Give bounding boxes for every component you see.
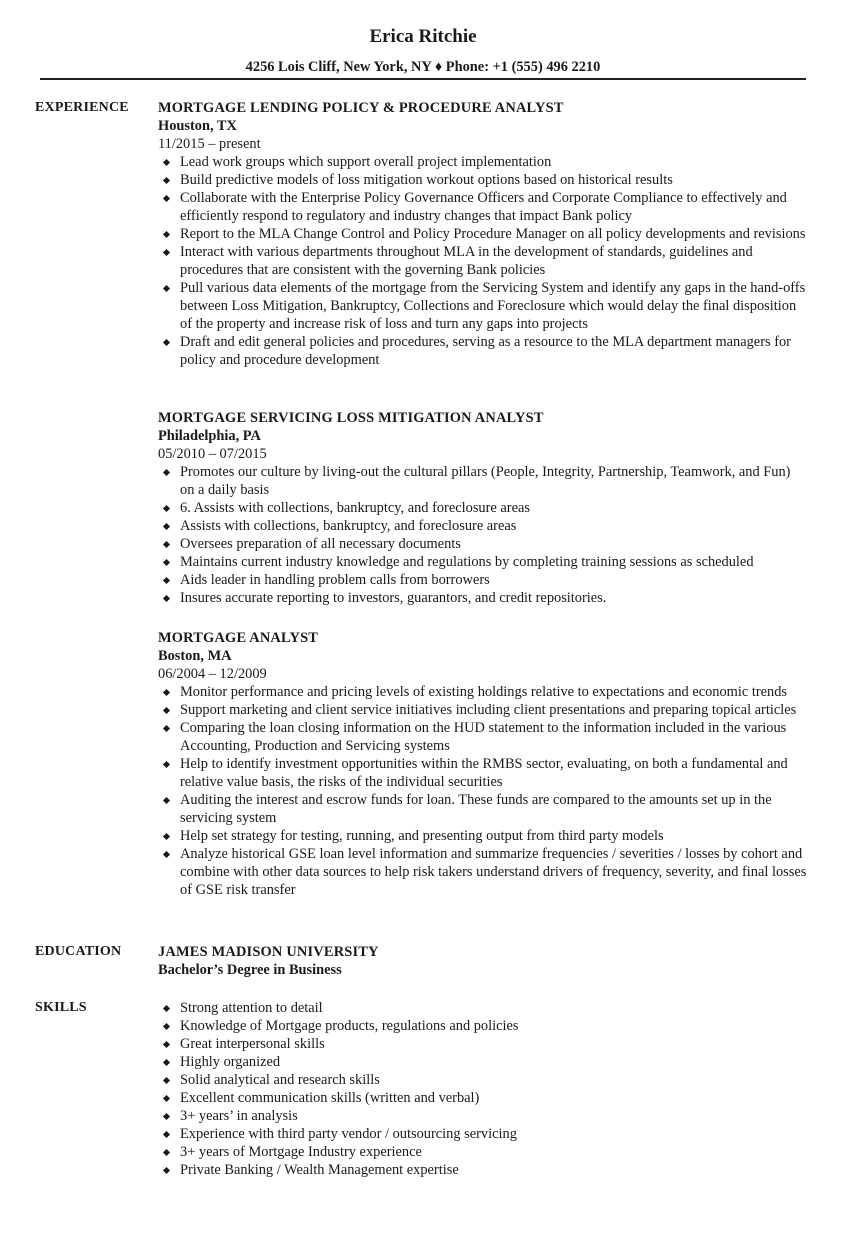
list-item: Maintains current industry knowledge and regulations by completing training sessions as scheduled: [158, 553, 808, 571]
job-bullets: [158, 153, 808, 369]
job-title: MORTGAGE SERVICING LOSS MITIGATION ANALYST: [158, 410, 544, 426]
job-location: Philadelphia, PA: [158, 428, 261, 444]
list-item: Help set strategy for testing, running, and presenting output from third party models: [158, 827, 808, 845]
list-item: Aids leader in handling problem calls from borrowers: [158, 571, 808, 589]
section-label-skills: SKILLS: [35, 1000, 87, 1015]
list-item: 3+ years’ in analysis: [158, 1107, 808, 1125]
skills-list: [158, 999, 808, 1179]
list-item: 6. Assists with collections, bankruptcy, and foreclosure areas: [158, 499, 808, 517]
list-item: Monitor performance and pricing levels of existing holdings relative to expectations and economic trends: [158, 683, 808, 701]
list-item: Strong attention to detail: [158, 999, 808, 1017]
job-title: MORTGAGE LENDING POLICY & PROCEDURE ANALYST: [158, 100, 564, 116]
list-item: Collaborate with the Enterprise Policy Governance Officers and Corporate Compliance to effectively and efficiently respond to regulatory and industry changes that impact Bank policy: [158, 189, 808, 225]
section-label-experience: EXPERIENCE: [35, 100, 129, 115]
list-item: 3+ years of Mortgage Industry experience: [158, 1143, 808, 1161]
job-bullets: [158, 463, 808, 607]
list-item: Auditing the interest and escrow funds for loan. These funds are compared to the amounts set up in the servicing system: [158, 791, 808, 827]
list-item: Great interpersonal skills: [158, 1035, 808, 1053]
list-item: Solid analytical and research skills: [158, 1071, 808, 1089]
job-entry: [158, 409, 808, 607]
degree: Bachelor’s Degree in Business: [158, 962, 342, 978]
contact-line: 4256 Lois Cliff, New York, NY ♦ Phone: +1 (555) 496 2210: [245, 59, 601, 75]
education-entry: [158, 943, 808, 979]
job-entry: [158, 629, 808, 899]
school-name: JAMES MADISON UNIVERSITY: [158, 944, 379, 960]
list-item: Private Banking / Wealth Management expertise: [158, 1161, 808, 1179]
job-title: MORTGAGE ANALYST: [158, 630, 319, 646]
list-item: Promotes our culture by living-out the cultural pillars (People, Integrity, Partnership, Teamwork, and Fun) on a daily basis: [158, 463, 808, 499]
list-item: Experience with third party vendor / outsourcing servicing: [158, 1125, 808, 1143]
job-dates: 11/2015 – present: [158, 136, 261, 152]
list-item: Interact with various departments throughout MLA in the development of standards, guidelines and procedures that are consistent with the governing Bank policies: [158, 243, 808, 279]
list-item: Help to identify investment opportunities within the RMBS sector, evaluating, on both a fundamental and relative value basis, the risks of the individual securities: [158, 755, 808, 791]
job-location: Boston, MA: [158, 648, 232, 664]
job-bullets: [158, 683, 808, 899]
job-entry: [158, 99, 808, 369]
section-label-education: EDUCATION: [35, 944, 122, 959]
list-item: Build predictive models of loss mitigation workout options based on historical results: [158, 171, 808, 189]
list-item: Analyze historical GSE loan level information and summarize frequencies / severities / losses by cohort and combine with other data sources to help risk takers understand drivers of frequency, severity, and final losses of GSE risk transfer: [158, 845, 808, 899]
list-item: Oversees preparation of all necessary documents: [158, 535, 808, 553]
job-dates: 06/2004 – 12/2009: [158, 666, 267, 682]
job-dates: 05/2010 – 07/2015: [158, 446, 267, 462]
list-item: Report to the MLA Change Control and Policy Procedure Manager on all policy developments and revisions: [158, 225, 808, 243]
list-item: Assists with collections, bankruptcy, and foreclosure areas: [158, 517, 808, 535]
list-item: Insures accurate reporting to investors, guarantors, and credit repositories.: [158, 589, 808, 607]
list-item: Highly organized: [158, 1053, 808, 1071]
list-item: Lead work groups which support overall project implementation: [158, 153, 808, 171]
list-item: Knowledge of Mortgage products, regulations and policies: [158, 1017, 808, 1035]
resume-name: Erica Ritchie: [369, 26, 477, 47]
list-item: Draft and edit general policies and procedures, serving as a resource to the MLA department managers for policy and procedure development: [158, 333, 808, 369]
header-divider: [40, 78, 806, 80]
list-item: Excellent communication skills (written and verbal): [158, 1089, 808, 1107]
list-item: Comparing the loan closing information on the HUD statement to the information included in the various Accounting, Production and Servicing systems: [158, 719, 808, 755]
job-location: Houston, TX: [158, 118, 237, 134]
skills-list-block: [158, 999, 808, 1179]
list-item: Pull various data elements of the mortgage from the Servicing System and identify any gaps in the hand-offs between Loss Mitigation, Bankruptcy, Collections and Foreclosure which would delay the final disposition of the property and increase risk of loss and turn any gaps into projects: [158, 279, 808, 333]
list-item: Support marketing and client service initiatives including client presentations and preparing topical articles: [158, 701, 808, 719]
